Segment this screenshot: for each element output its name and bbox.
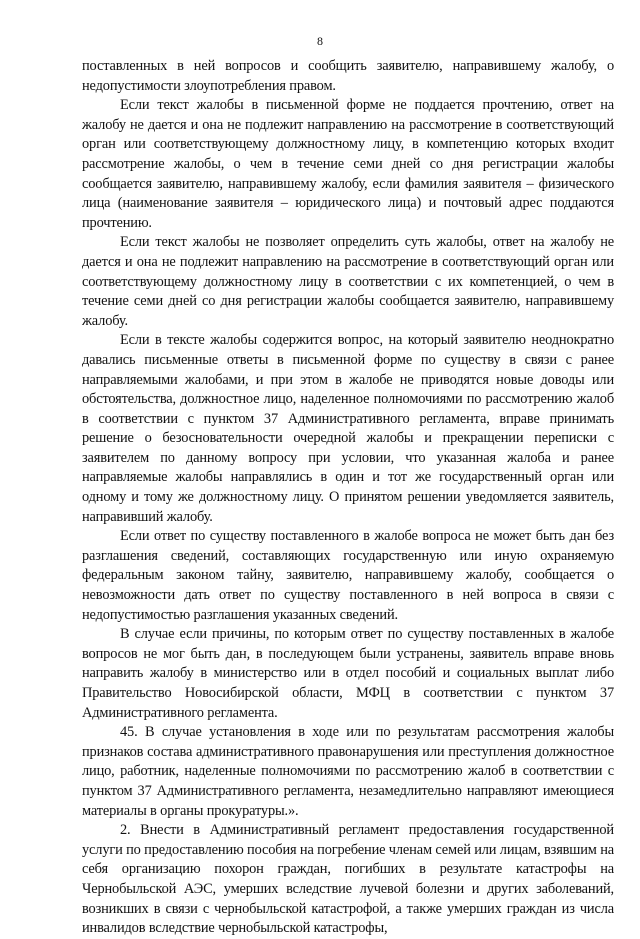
paragraph-item-2: 2. Внести в Административный регламент предоставления государственной услуги по предоставлению пособия на погребение членам семей или лицам, взявшим на себя организацию похорон граждан, погибших в результате катастрофы на Чернобыльской АЭС, умерших вследствие лучевой болезни и других заболеваний, возникших в связи с чернобыльской катастрофой, а также умерших граждан из числа инвалидов вследствие чернобыльской катастрофы,	[82, 822, 614, 937]
paragraph-continuation: поставленных в ней вопросов и сообщить заявителю, направившему жалобу, о недопустимости злоупотребления правом.	[82, 58, 614, 94]
document-body	[82, 57, 614, 939]
paragraph-repeated-question: Если в тексте жалобы содержится вопрос, на который заявителю неоднократно давались письменные ответы в письменной форме по существу в связи с ранее направляемыми жалобами, и при этом в жалобе не приводятся новые доводы или обстоятельства, должностное лицо, наделенное полномочиями по рассмотрению жалоб в соответствии с пунктом 37 Административного регламента, вправе принимать решение о безосновательности очередной жалобы и прекращении переписки с заявителем по данному вопросу при условии, что указанная жалоба и ранее направляемые жалобы направлялись в один и тот же государственный орган или одному и тому же должностному лицу. О принятом решении уведомляется заявитель, направивший жалобу.	[82, 332, 614, 525]
page-number: 8	[317, 34, 323, 48]
paragraph-reasons-eliminated: В случае если причины, по которым ответ по существу поставленных в жалобе вопросов не мог быть дан, в последующем были устранены, заявитель вправе вновь направить жалобу в министерство или в отдел пособий и социальных выплат либо Правительство Новосибирской области, МФЦ в соответствии с пунктом 37 Административного регламента.	[82, 626, 614, 721]
paragraph-unreadable-complaint: Если текст жалобы в письменной форме не поддается прочтению, ответ на жалобу не дается и она не подлежит направлению на рассмотрение в соответствующий орган или соответствующему должностному лицу, в компетенцию которых входит рассмотрение жалобы, о чем в течение семи дней со дня регистрации жалобы сообщается заявителю, направившему жалобу, если фамилия заявителя – физического лица (наименование заявителя – юридического лица) и почтовый адрес поддаются прочтению.	[82, 97, 614, 231]
paragraph-item-45: 45. В случае установления в ходе или по результатам рассмотрения жалобы признаков состава административного правонарушения или преступления должностное лицо, работник, наделенные полномочиями по рассмотрению жалоб в соответствии с пунктом 37 Административного регламента, незамедлительно направляют имеющиеся материалы в органы прокуратуры.».	[82, 724, 614, 819]
paragraph-undefined-essence: Если текст жалобы не позволяет определить суть жалобы, ответ на жалобу не дается и она не подлежит направлению на рассмотрение в соответствующий орган или соответствующему должностному лицу в соответствии с их компетенцией, о чем в течение семи дней со дня регистрации жалобы сообщается заявителю, направившему жалобу.	[82, 234, 614, 329]
paragraph-secret-information: Если ответ по существу поставленного в жалобе вопроса не может быть дан без разглашения сведений, составляющих государственную или иную охраняемую федеральным законом тайну, заявителю, направившему жалобу, сообщается о невозможности дать ответ по существу поставленного в ней вопроса в связи с недопустимостью разглашения указанных сведений.	[82, 528, 614, 623]
